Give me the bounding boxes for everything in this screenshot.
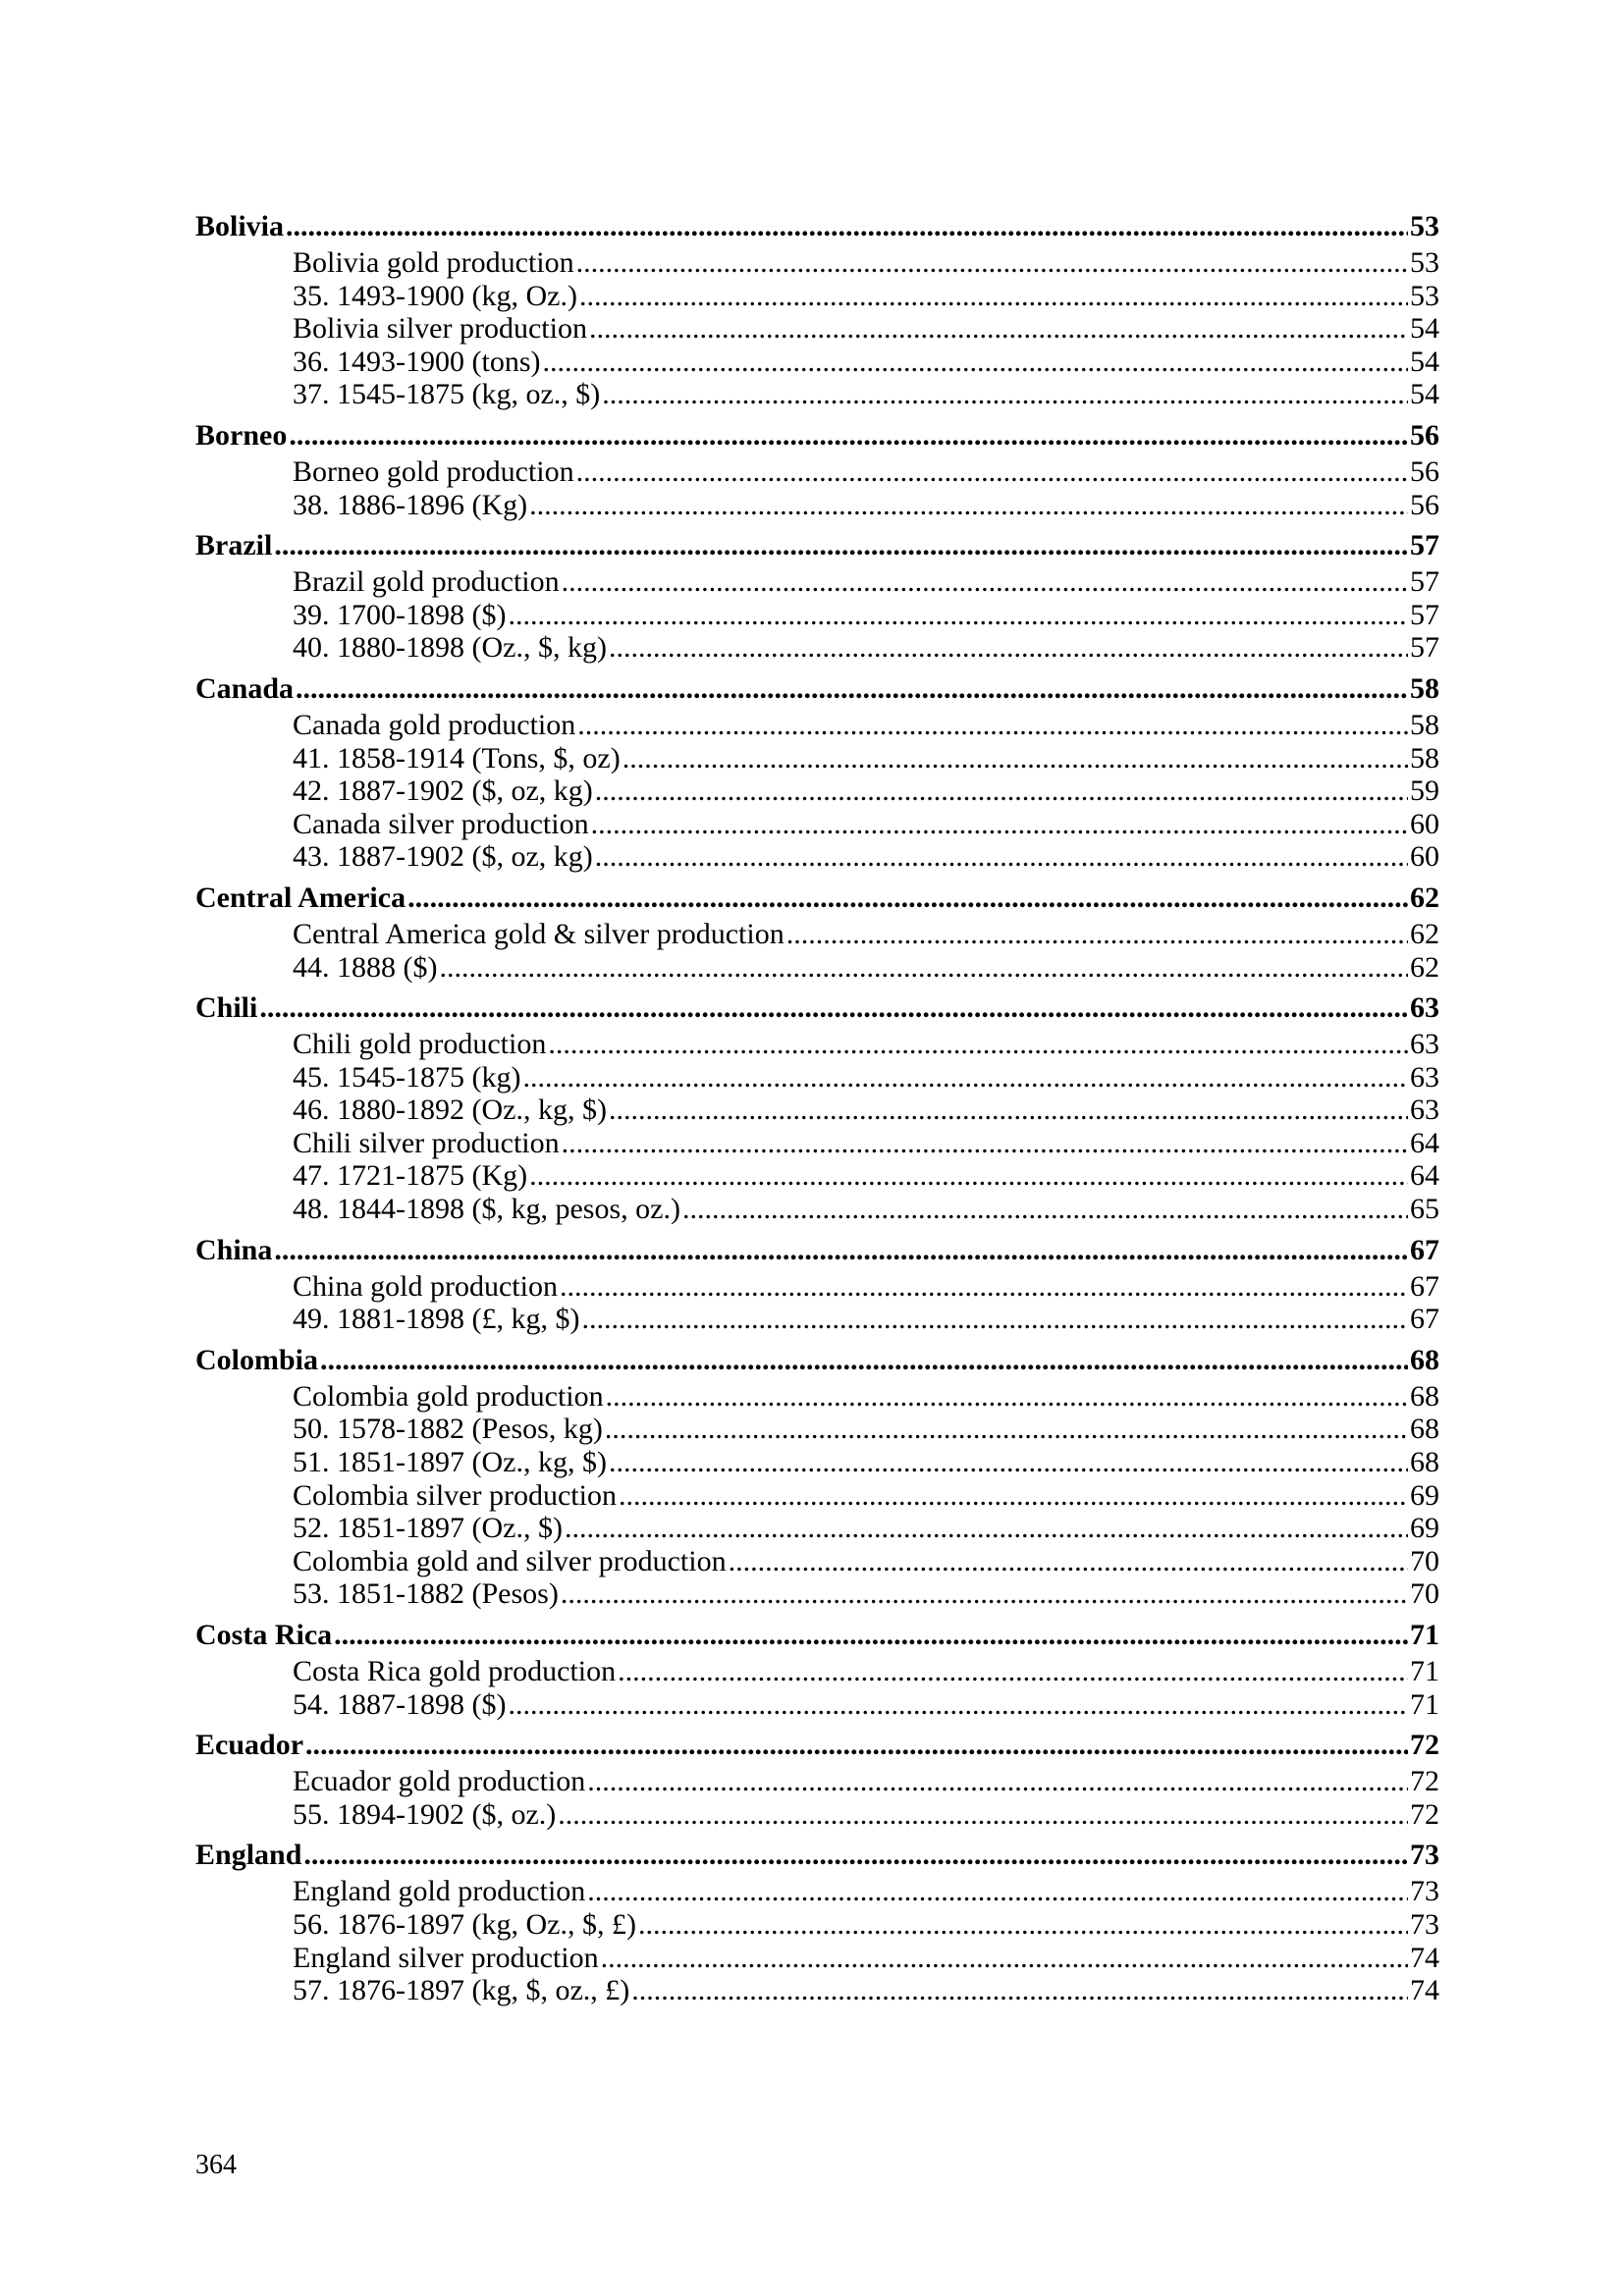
dot-leader [619,1479,1408,1513]
toc-entry-label: 43. 1887-1902 ($, oz, kg) [293,840,593,874]
toc-heading-label: Central America [195,878,406,918]
dot-leader [548,1028,1408,1061]
toc-entry-page: 68 [1410,1413,1439,1446]
toc-entry-label: China gold production [293,1269,558,1303]
toc-heading-page: 72 [1410,1725,1439,1765]
toc-entry-label: Colombia silver production [293,1478,617,1512]
toc-entry-page: 69 [1410,1512,1439,1545]
toc-section [195,1611,1439,1721]
dot-leader [303,1835,1408,1875]
toc-heading-label: Ecuador [195,1725,303,1765]
toc-heading[interactable] [195,411,1439,455]
toc-entry-label: Colombia gold production [293,1379,604,1413]
toc-heading-label: China [195,1230,272,1270]
toc-entry-page: 58 [1410,708,1439,741]
dot-leader [560,1270,1408,1304]
toc-entry[interactable] [195,1061,1439,1095]
dot-leader [609,631,1408,665]
toc-entry[interactable] [195,1127,1439,1160]
toc-heading-page: 53 [1410,206,1439,246]
dot-leader [609,1446,1408,1479]
toc-entry[interactable] [195,1446,1439,1479]
toc-entry-label: 40. 1880-1898 (Oz., $, kg) [293,631,607,665]
toc-entry-page: 57 [1410,631,1439,665]
toc-entry-label: 37. 1545-1875 (kg, oz., $) [293,378,601,411]
toc-entry[interactable] [195,312,1439,346]
toc-entry[interactable] [195,1875,1439,1908]
toc-entry-label: Bolivia silver production [293,312,587,346]
toc-entry[interactable] [195,1655,1439,1688]
dot-leader [579,280,1408,313]
toc-entry-page: 62 [1410,950,1439,984]
toc-entry-label: 45. 1545-1875 (kg) [293,1060,521,1094]
dot-leader [305,1725,1408,1765]
toc-entry[interactable] [195,918,1439,951]
toc-heading-label: Colombia [195,1340,318,1380]
toc-entry-page: 67 [1410,1269,1439,1303]
toc-entry-page: 54 [1410,378,1439,411]
toc-heading[interactable] [195,521,1439,565]
toc-entry[interactable] [195,378,1439,411]
toc-heading[interactable] [195,1611,1439,1655]
toc-heading-page: 57 [1410,525,1439,565]
page-number: 364 [195,2150,237,2180]
dot-leader [274,1230,1408,1270]
toc-entry-label: 54. 1887-1898 ($) [293,1687,507,1721]
toc-entry[interactable] [195,1303,1439,1336]
toc-entry-label: 51. 1851-1897 (Oz., kg, $) [293,1446,607,1479]
toc-entry-page: 69 [1410,1478,1439,1512]
toc-entry-page: 56 [1410,454,1439,488]
dot-leader [605,1413,1408,1446]
toc-heading[interactable] [195,665,1439,709]
toc-entry-page: 64 [1410,1159,1439,1193]
dot-leader [508,599,1408,632]
table-of-contents [195,202,1439,2007]
toc-entry[interactable] [195,455,1439,489]
toc-entry-label: 36. 1493-1900 (tons) [293,345,541,378]
toc-entry-page: 53 [1410,246,1439,279]
dot-leader [576,455,1408,489]
toc-entry-label: 50. 1578-1882 (Pesos, kg) [293,1413,603,1446]
toc-entry-label: Costa Rica gold production [293,1655,617,1687]
dot-leader [595,774,1408,808]
toc-entry[interactable] [195,1413,1439,1446]
toc-entry-page: 56 [1410,488,1439,521]
dot-leader [274,525,1408,565]
dot-leader [334,1615,1408,1655]
toc-heading[interactable] [195,1721,1439,1765]
toc-entry-label: Colombia gold and silver production [293,1544,727,1577]
dot-leader [561,1577,1408,1611]
toc-entry-label: Brazil gold production [293,565,560,599]
toc-entry-label: England gold production [293,1875,586,1908]
toc-entry-label: 38. 1886-1896 (Kg) [293,488,528,521]
toc-entry-label: 52. 1851-1897 (Oz., $) [293,1512,563,1545]
toc-entry-page: 70 [1410,1544,1439,1577]
dot-leader [565,1512,1408,1545]
dot-leader [631,1974,1408,2007]
toc-heading-page: 67 [1410,1230,1439,1270]
dot-leader [602,378,1408,411]
dot-leader [682,1193,1408,1226]
toc-entry-page: 73 [1410,1875,1439,1908]
toc-entry-label: 41. 1858-1914 (Tons, $, oz) [293,741,621,774]
dot-leader [542,346,1408,379]
toc-heading-label: Borneo [195,415,287,455]
toc-entry[interactable] [195,1908,1439,1942]
toc-entry[interactable] [195,599,1439,632]
dot-leader [508,1688,1408,1722]
toc-entry-page: 65 [1410,1193,1439,1226]
toc-entry[interactable] [195,1688,1439,1722]
toc-entry[interactable] [195,1270,1439,1304]
toc-entry-page: 60 [1410,807,1439,840]
dot-leader [623,742,1408,775]
toc-entry-label: 35. 1493-1900 (kg, Oz.) [293,279,577,312]
toc-heading[interactable] [195,984,1439,1028]
dot-leader [286,206,1408,246]
toc-heading-label: Brazil [195,525,272,565]
toc-entry[interactable] [195,280,1439,313]
toc-heading[interactable] [195,1336,1439,1380]
dot-leader [439,951,1408,985]
toc-entry-page: 72 [1410,1765,1439,1798]
toc-entry-page: 63 [1410,1094,1439,1127]
toc-entry[interactable] [195,346,1439,379]
toc-section [195,1831,1439,2006]
toc-section [195,665,1439,874]
toc-entry[interactable] [195,1479,1439,1513]
dot-leader [638,1908,1408,1942]
toc-entry-page: 54 [1410,312,1439,346]
toc-entry[interactable] [195,1512,1439,1545]
toc-entry-label: England silver production [293,1941,599,1974]
toc-entry-page: 70 [1410,1577,1439,1611]
toc-entry-label: 46. 1880-1892 (Oz., kg, $) [293,1094,607,1127]
toc-entry-label: Ecuador gold production [293,1765,586,1798]
toc-entry-label: Bolivia gold production [293,246,574,279]
toc-entry-label: 57. 1876-1897 (kg, $, oz., £) [293,1974,630,2007]
toc-entry[interactable] [195,840,1439,874]
toc-heading-label: Bolivia [195,206,284,246]
dot-leader [562,1127,1408,1160]
toc-entry[interactable] [195,1094,1439,1127]
toc-section [195,984,1439,1226]
toc-entry-page: 68 [1410,1379,1439,1413]
toc-entry-page: 64 [1410,1126,1439,1159]
toc-entry-page: 74 [1410,1974,1439,2007]
toc-entry[interactable] [195,631,1439,665]
toc-entry-label: 56. 1876-1897 (kg, Oz., $, £) [293,1907,636,1941]
dot-leader [259,988,1408,1028]
toc-section [195,1336,1439,1611]
toc-entry-page: 60 [1410,840,1439,874]
toc-entry[interactable] [195,1193,1439,1226]
dot-leader [576,246,1408,280]
dot-leader [601,1942,1408,1975]
toc-entry[interactable] [195,774,1439,808]
dot-leader [609,1094,1408,1127]
dot-leader [591,808,1408,841]
toc-entry-label: 48. 1844-1898 ($, kg, pesos, oz.) [293,1193,680,1226]
toc-entry[interactable] [195,808,1439,841]
toc-entry[interactable] [195,951,1439,985]
toc-entry-page: 57 [1410,565,1439,599]
dot-leader [289,415,1408,455]
toc-entry[interactable] [195,1545,1439,1578]
toc-heading-page: 63 [1410,988,1439,1028]
toc-heading-page: 58 [1410,668,1439,709]
toc-entry-page: 67 [1410,1303,1439,1336]
toc-heading-page: 62 [1410,878,1439,918]
dot-leader [606,1380,1408,1414]
dot-leader [407,878,1408,918]
toc-entry[interactable] [195,1942,1439,1975]
dot-leader [589,312,1408,346]
toc-heading-page: 73 [1410,1835,1439,1875]
toc-heading-label: Chili [195,988,257,1028]
dot-leader [729,1545,1408,1578]
toc-entry-page: 72 [1410,1797,1439,1831]
toc-heading-label: Costa Rica [195,1615,332,1655]
dot-leader [581,1303,1408,1336]
toc-entry-page: 73 [1410,1907,1439,1941]
toc-entry-label: 47. 1721-1875 (Kg) [293,1159,528,1193]
toc-entry-page: 63 [1410,1060,1439,1094]
toc-entry[interactable] [195,1380,1439,1414]
toc-entry-label: Canada gold production [293,708,576,741]
toc-entry-label: 39. 1700-1898 ($) [293,598,507,631]
toc-entry-label: 55. 1894-1902 ($, oz.) [293,1797,557,1831]
dot-leader [296,668,1408,709]
toc-entry-label: Borneo gold production [293,454,574,488]
toc-entry[interactable] [195,1798,1439,1832]
toc-section [195,874,1439,984]
toc-entry[interactable] [195,1159,1439,1193]
dot-leader [558,1798,1408,1832]
toc-entry[interactable] [195,742,1439,775]
toc-heading[interactable] [195,202,1439,246]
toc-section [195,411,1439,521]
toc-heading-label: England [195,1835,301,1875]
toc-entry[interactable] [195,565,1439,599]
dot-leader [595,840,1408,874]
toc-entry-page: 74 [1410,1941,1439,1974]
dot-leader [522,1061,1408,1095]
toc-section [195,202,1439,411]
toc-entry-label: 44. 1888 ($) [293,950,438,984]
toc-entry-label: 42. 1887-1902 ($, oz, kg) [293,774,593,808]
toc-entry-page: 59 [1410,774,1439,808]
dot-leader [618,1655,1408,1688]
toc-entry-label: Central America gold & silver production [293,917,785,950]
toc-entry-label: Chili silver production [293,1126,560,1159]
toc-entry[interactable] [195,1765,1439,1798]
toc-entry-page: 57 [1410,598,1439,631]
toc-section [195,1721,1439,1831]
toc-entry-page: 62 [1410,917,1439,950]
toc-heading-page: 56 [1410,415,1439,455]
toc-entry[interactable] [195,246,1439,280]
toc-section [195,521,1439,665]
toc-entry[interactable] [195,1974,1439,2007]
dot-leader [320,1340,1408,1380]
dot-leader [529,1159,1408,1193]
toc-heading-page: 68 [1410,1340,1439,1380]
dot-leader [529,489,1408,522]
toc-section [195,1226,1439,1336]
toc-entry-page: 63 [1410,1028,1439,1061]
toc-heading[interactable] [195,874,1439,918]
dot-leader [562,565,1408,599]
toc-entry-page: 58 [1410,741,1439,774]
toc-entry[interactable] [195,1577,1439,1611]
toc-heading[interactable] [195,1226,1439,1270]
dot-leader [587,1765,1408,1798]
toc-entry-label: Canada silver production [293,807,589,840]
toc-entry-page: 71 [1410,1687,1439,1721]
toc-entry-label: 53. 1851-1882 (Pesos) [293,1577,559,1611]
dot-leader [577,709,1408,742]
toc-entry[interactable] [195,489,1439,522]
toc-entry-label: 49. 1881-1898 (£, kg, $) [293,1303,580,1336]
toc-entry-label: Chili gold production [293,1028,547,1061]
toc-heading-page: 71 [1410,1615,1439,1655]
toc-entry-page: 68 [1410,1446,1439,1479]
toc-entry-page: 54 [1410,345,1439,378]
toc-heading-label: Canada [195,668,294,709]
dot-leader [587,1875,1408,1908]
toc-entry[interactable] [195,1028,1439,1061]
toc-entry-page: 53 [1410,279,1439,312]
toc-entry-page: 71 [1410,1655,1439,1687]
toc-heading[interactable] [195,1831,1439,1875]
dot-leader [786,918,1408,951]
toc-entry[interactable] [195,709,1439,742]
